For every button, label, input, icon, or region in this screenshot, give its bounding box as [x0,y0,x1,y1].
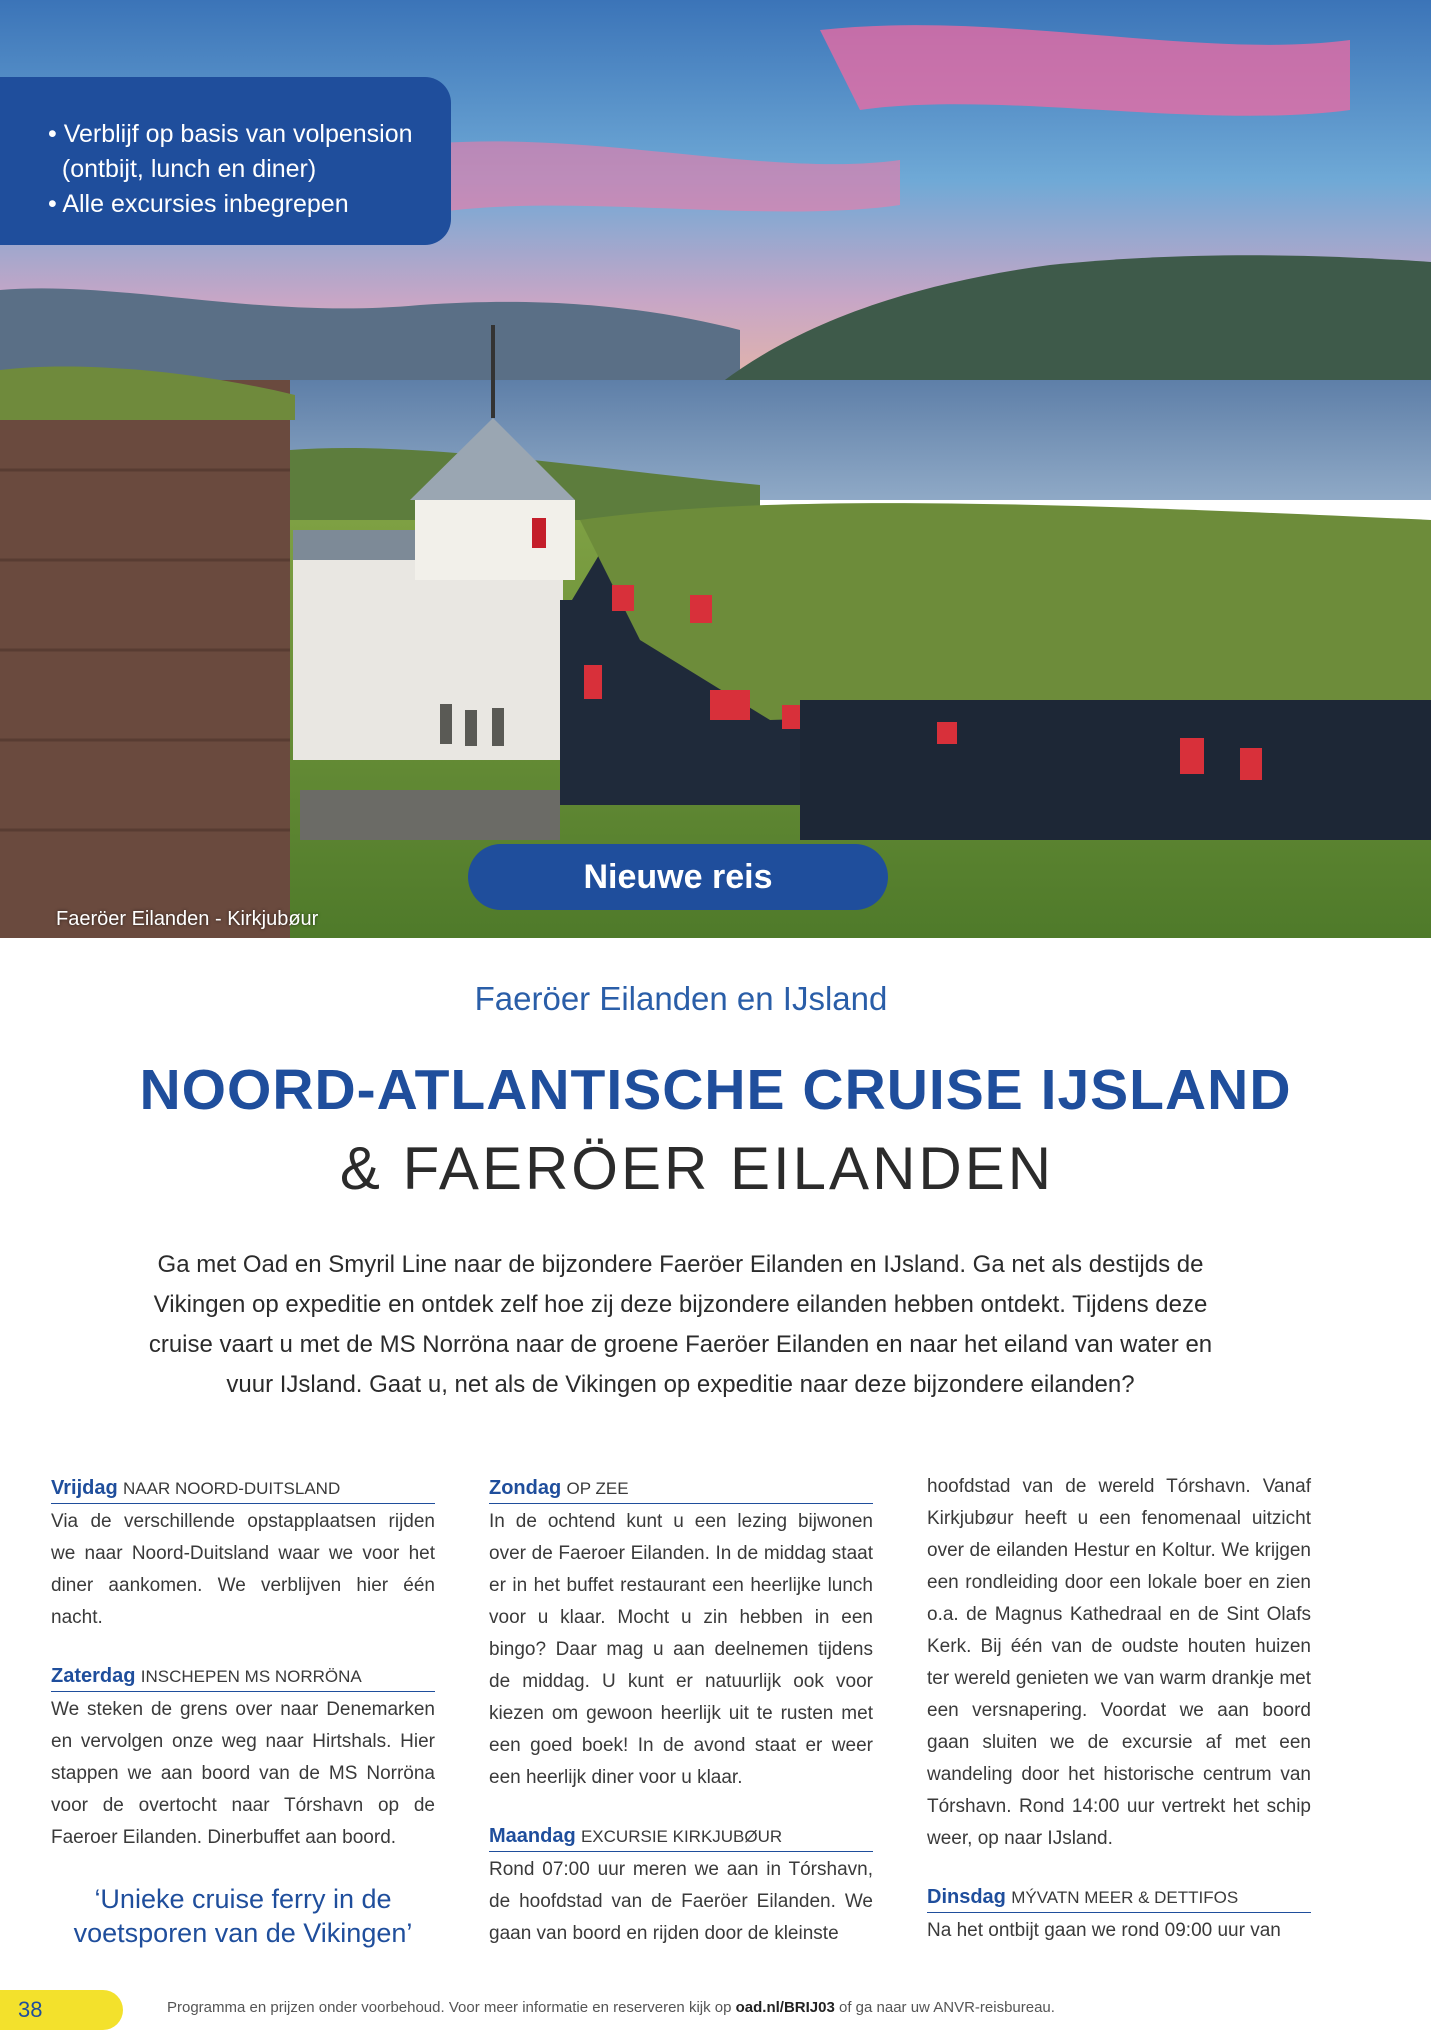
itinerary-column-1 [51,1474,435,1950]
day-text-maandag-continued: hoofdstad van de wereld Tórshavn. Vanaf Kirkjubøur heeft u een fenomenaal uitzicht over de eilanden Hestur en Koltur. We krijgen een rondleiding door een lokale boer en zien o.a. de Magnus Kathedraal en de Sint Olafs Kerk. Bij één van de oudste houten huizen ter wereld genieten we van warm drankje met een versnapering. Voordat we aan boord gaan sluiten we de excursie af met een wandeling door het historische centrum van Tórshavn. Rond 14:00 uur vertrekt het schip weer, op naar IJsland. [927,1476,1311,1849]
itinerary-column-2 [489,1474,873,1950]
hero-photo [0,0,1431,938]
day-subtitle: EXCURSIE KIRKJUBØUR [580,1827,783,1846]
destination-subtitle: Faeröer Eilanden en IJsland [474,980,888,1017]
day-subtitle: INSCHEPEN MS NORRÖNA [140,1667,362,1686]
footer-text-before: Programma en prijzen onder voorbehoud. Voor meer informatie en reserveren kijk op [167,1999,736,2016]
intro-paragraph: Ga met Oad en Smyril Line naar de bijzondere Faeröer Eilanden en IJsland. Ga net als destijds de Vikingen op expeditie en ontdek zelf hoe zij deze bijzondere eilanden hebben ontdekt. Tijdens deze cruise vaart u met de MS Norröna naar de groene Faeröer Eilanden en naar het eiland van water en vuur IJsland. Gaat u, net als de Vikingen op expeditie naar deze bijzondere eilanden? [148,1251,1213,1398]
day-name: Maandag [489,1825,576,1847]
day-heading-maandag [489,1822,873,1852]
day-heading-vrijdag [51,1474,435,1504]
highlight-item: • Alle excursies inbegrepen [48,190,349,218]
footer-text-after: of ga naar uw ANVR-reisbureau. [834,1999,1055,2016]
day-name: Zondag [489,1477,562,1499]
day-heading-zaterdag [51,1662,435,1692]
day-text-zaterdag: We steken de grens over naar Denemarken en vervolgen onze weg naar Hirtshals. Hier stappen we aan boord van de MS Norröna voor de overtocht naar Tórshavn op de Faeroer Eilanden. Dinerbuffet aan boord. [51,1699,435,1848]
footer-disclaimer [167,1999,1055,2016]
photo-caption: Faeröer Eilanden - Kirkjubøur [56,908,319,930]
day-text-dinsdag: Na het ontbijt gaan we rond 09:00 uur van [927,1920,1281,1941]
day-text-vrijdag: Via de verschillende opstapplaatsen rijden we naar Noord-Duitsland waar we voor het diner aankomen. We verblijven hier één nacht. [51,1511,435,1628]
day-text-maandag: Rond 07:00 uur meren we aan in Tórshavn, de hoofdstad van de Faeröer Eilanden. We gaan van boord en rijden door de kleinste [489,1859,873,1944]
day-name: Dinsdag [927,1886,1006,1908]
day-name: Zaterdag [51,1665,136,1687]
highlight-item: • Verblijf op basis van volpension [48,120,413,148]
itinerary-column-3 [927,1471,1311,1947]
new-trip-badge: Nieuwe reis [468,844,888,910]
day-subtitle: OP ZEE [566,1479,629,1498]
highlights-box [0,77,451,245]
footer-link[interactable]: oad.nl/BRIJ03 [735,1999,835,2016]
day-text-zondag: In de ochtend kunt u een lezing bijwonen over de Faeroer Eilanden. In de middag staat er in het buffet restaurant een heerlijke lunch voor u klaar. Mocht u zin hebben in een bingo? Daar mag u aan deelnemen tijdens de middag. U kunt er natuurlijk ook voor kiezen om gewoon heerlijk uit te rusten met een goed boek! In de avond staat er weer een heerlijk diner voor u klaar. [489,1511,873,1788]
day-name: Vrijdag [51,1477,118,1499]
page-title: NOORD-ATLANTISCHE CRUISE IJSLAND [139,1058,1292,1122]
day-heading-zondag [489,1474,873,1504]
day-subtitle: NAAR NOORD-DUITSLAND [122,1479,341,1498]
page-title-line2: & FAERÖER EILANDEN [339,1135,1055,1202]
pull-quote: ‘Unieke cruise ferry in de voetsporen van de Vikingen’ [73,1884,413,1948]
day-heading-dinsdag [927,1883,1311,1913]
highlight-item: (ontbijt, lunch en diner) [48,155,317,183]
day-subtitle: MÝVATN MEER & DETTIFOS [1011,1888,1239,1907]
page-number: 38 [0,1990,123,2030]
